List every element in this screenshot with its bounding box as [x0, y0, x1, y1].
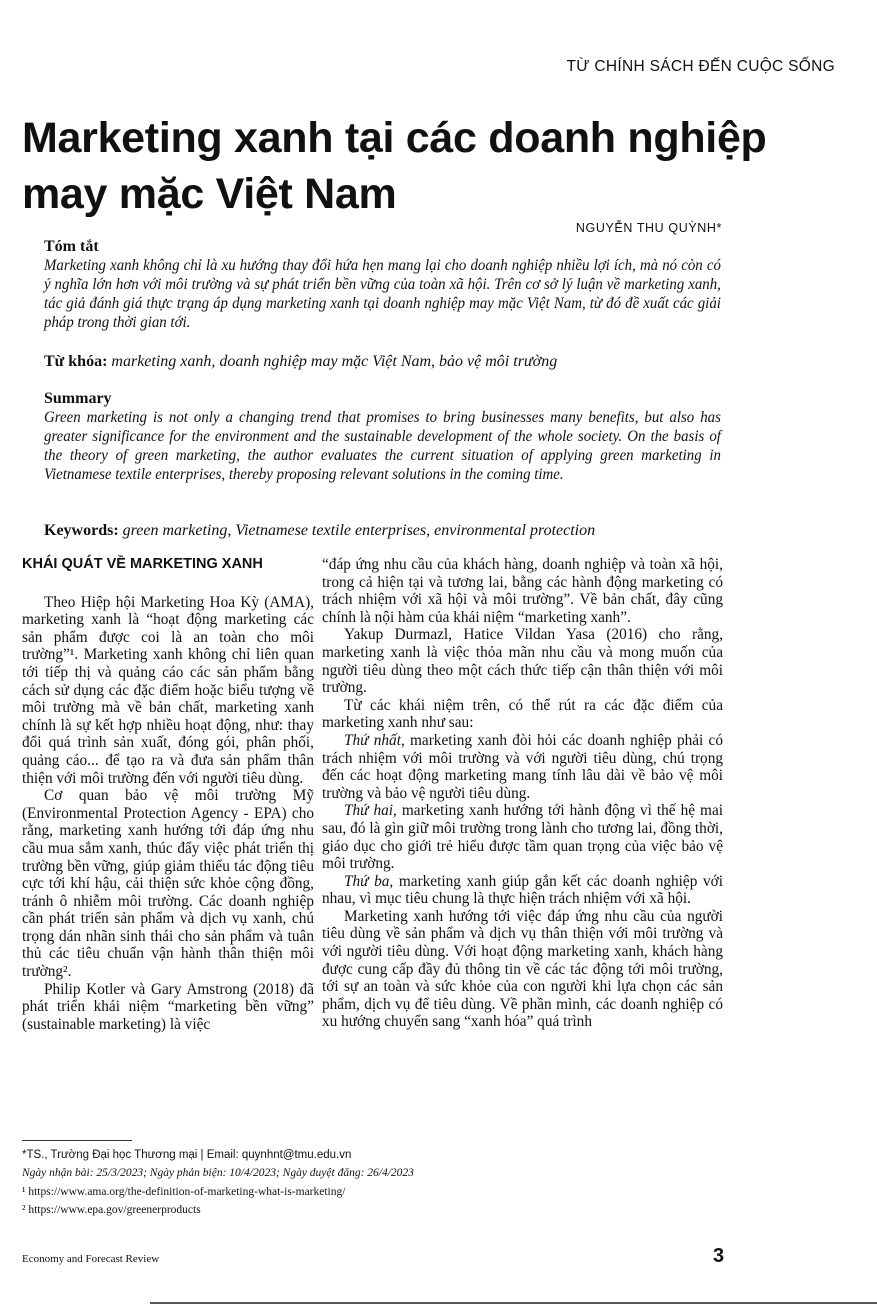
footnote-2: ² https://www.epa.gov/greenerproducts	[22, 1204, 201, 1216]
body-paragraph: Theo Hiệp hội Marketing Hoa Kỳ (AMA), marketing xanh là “hoạt động marketing các sản phẩm được coi là an toàn cho môi trường”¹. Marketing xanh không chỉ liên quan tới tiếp thị và quảng cáo các sản phẩm bằng cách sử dụng các đặc điểm hoặc biểu tượng về môi trường mà về bản chất, marketing xanh chính là sự kết hợp nhiều hoạt động, như: thay đổi quá trình sản xuất, đóng gói, phân phối, quảng cáo... để tạo ra và đưa sản phẩm thân thiện với môi trường đến với người tiêu dùng.	[22, 593, 314, 787]
body-paragraph: Cơ quan bảo vệ môi trường Mỹ (Environmental Protection Agency - EPA) cho rằng, marketing xanh hướng tới đáp ứng nhu cầu mua sắm xanh, thúc đẩy việc phát triển thị trường bền vững, giúp giảm thiểu tác động tiêu cực tới khí hậu, cải thiện sức khỏe cộng đồng, tránh ô nhiễm môi trường. Các doanh nghiệp cần phát triển sản phẩm và dịch vụ xanh, chú trọng dán nhãn sinh thái cho sản phẩm và tuân thủ các tiêu chuẩn vận hành thân thiện môi trường².	[22, 787, 314, 981]
author: NGUYỄN THU QUỲNH*	[575, 221, 722, 235]
bottom-rule	[150, 1302, 877, 1304]
body-column-left	[22, 556, 314, 1033]
keywords-vi	[44, 352, 722, 371]
abstract-vi	[44, 237, 722, 332]
abstract-en	[44, 389, 722, 484]
footnote-affiliation: *TS., Trường Đại học Thương mại | Email: quynhnt@tmu.edu.vn	[22, 1149, 352, 1161]
keywords-en	[44, 521, 722, 540]
point-text: marketing xanh đòi hỏi các doanh nghiệp phải có trách nhiệm với môi trường và với người tiêu dùng, chú trọng đến các hoạt động marketing mang tính lâu dài về bảo vệ môi trường và bảo vệ người tiêu dùng.	[322, 731, 723, 802]
article-title: Marketing xanh tại các doanh nghiệp may mặc Việt Nam	[22, 114, 767, 218]
point-lead: Thứ ba,	[344, 872, 394, 890]
section-header: TỪ CHÍNH SÁCH ĐẾN CUỘC SỐNG	[566, 58, 835, 75]
body-paragraph: “đáp ứng nhu cầu của khách hàng, doanh nghiệp và toàn xã hội, trong cả hiện tại và tương lai, bằng các hành động marketing có trách nhiệm với xã hội và môi trường”. Về bản chất, đây cũng chính là nội hàm của khái niệm “marketing xanh”.	[322, 556, 723, 626]
abstract-en-text: Green marketing is not only a changing trend that promises to bring businesses many benefits, but also has greater significance for the environment and the sustainable development of the whole society. On the basis of the theory of green marketing, the author evaluates the current situation of applying green marketing in Vietnamese textile enterprises, thereby proposing relevant solutions in the coming time.	[44, 409, 721, 483]
keywords-en-label: Keywords:	[44, 522, 119, 539]
body-paragraph: Từ các khái niệm trên, có thể rút ra các đặc điểm của marketing xanh như sau:	[322, 696, 723, 732]
body-paragraph: Marketing xanh hướng tới việc đáp ứng nhu cầu của người tiêu dùng về sản phẩm và dịch vụ thân thiện với môi trường và với người tiêu dùng. Với hoạt động marketing xanh, khách hàng được cung cấp đầy đủ thông tin về các tác động tới môi trường, tới sự an toàn và sức khỏe của con người khi lựa chọn các sản phẩm, dịch vụ để tiêu dùng. Về phần mình, các doanh nghiệp có xu hướng chuyển sang “xanh hóa” quá trình	[322, 907, 723, 1031]
abstract-en-heading: Summary	[44, 390, 112, 407]
keywords-en-text: green marketing, Vietnamese textile enterprises, environmental protection	[122, 522, 596, 539]
journal-name: Economy and Forecast Review	[22, 1253, 160, 1265]
body-paragraph: Philip Kotler và Gary Amstrong (2018) đã phát triển khái niệm “marketing bền vững” (sustainable marketing) là việc	[22, 980, 314, 1033]
page-number: 3	[713, 1245, 725, 1267]
point-paragraph	[322, 873, 723, 908]
point-paragraph	[322, 802, 723, 872]
body-paragraph: Yakup Durmazl, Hatice Vildan Yasa (2016) cho rằng, marketing xanh là việc thỏa mãn nhu cầu và mong muốn của người tiêu dùng theo một cách thức tiếp cận thân thiện với môi trường.	[322, 626, 723, 697]
body-column-right	[322, 556, 723, 1031]
footnote-1: ¹ https://www.ama.org/the-definition-of-marketing-what-is-marketing/	[22, 1186, 346, 1198]
point-paragraph	[322, 732, 723, 802]
point-lead: Thứ hai,	[344, 802, 397, 820]
keywords-vi-text: marketing xanh, doanh nghiệp may mặc Việt Nam, bảo vệ môi trường	[111, 353, 558, 370]
point-lead: Thứ nhất,	[344, 731, 405, 749]
footnote-divider	[22, 1140, 132, 1141]
abstract-vi-text: Marketing xanh không chỉ là xu hướng thay đổi hứa hẹn mang lại cho doanh nghiệp nhiều lợi ích, mà nó còn có ý nghĩa lớn hơn với môi trường và sự phát triển bền vững của toàn xã hội. Trên cơ sở lý luận về marketing xanh, tác giả đánh giá thực trạng áp dụng marketing xanh tại doanh nghiệp may mặc Việt Nam, từ đó đề xuất các giải pháp trong thời gian tới.	[44, 257, 721, 331]
abstract-vi-heading: Tóm tắt	[44, 238, 99, 255]
footnote-dates: Ngày nhận bài: 25/3/2023; Ngày phản biện: 10/4/2023; Ngày duyệt đăng: 26/4/2023	[22, 1167, 414, 1179]
point-text: marketing xanh hướng tới hành động vì thế hệ mai sau, đó là gìn giữ môi trường trong lành cho tương lai, đồng thời, giáo dục cho giới trẻ hiểu được tầm quan trọng của việc bảo vệ môi trường.	[322, 802, 723, 873]
keywords-vi-label: Từ khóa:	[44, 353, 108, 370]
point-text: marketing xanh giúp gắn kết các doanh nghiệp với nhau, vì mục tiêu chung là thực hiện trách nhiệm với xã hội.	[322, 872, 723, 908]
section-heading: KHÁI QUÁT VỀ MARKETING XANH	[22, 556, 263, 572]
